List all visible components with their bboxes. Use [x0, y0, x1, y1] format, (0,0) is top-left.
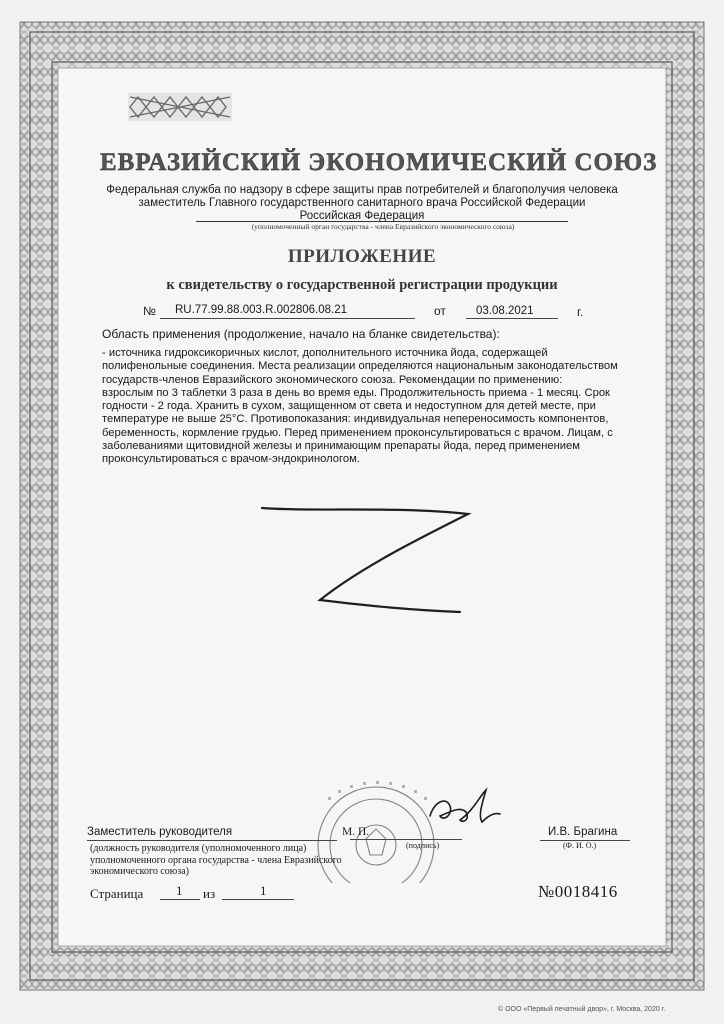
authority-line-2: заместитель Главного государственного санитарного врача Российской Федерации [138, 197, 586, 209]
scope-line: взрослым по 3 таблетки 3 раза в день во время еды. Продолжительность приема - 1 месяц. Срок [102, 386, 610, 399]
number-underline [160, 318, 415, 319]
scope-heading: Область применения (продолжение, начало на бланке свидетельства): [102, 327, 500, 341]
form-serial-number: №0018416 [538, 882, 618, 901]
scope-line: проконсультироваться с врачом-эндокринологом. [102, 453, 360, 466]
page-number: 1 [176, 883, 183, 898]
page-number-underline [160, 899, 200, 900]
registration-number: RU.77.99.88.003.R.002806.08.21 [175, 304, 347, 316]
authority-line-1: Федеральная служба по надзору в сфере защиты прав потребителей и благополучия человека [106, 184, 618, 196]
authority-caption: (уполномоченный орган государства - члена Евразийского экономического союза) [251, 222, 515, 231]
page-total-underline [222, 899, 294, 900]
page-of-label: из [203, 886, 216, 901]
signature-caption: (подпись) [406, 841, 440, 850]
position-caption: (должность руководителя (уполномоченного лица) уполномоченного органа государства - члена Евразийского экономического союза) [90, 843, 342, 877]
scope-line: - источника гидроксикоричных кислот, дополнительного источника йода, содержащей [102, 347, 548, 359]
authority-country: Российская Федерация [299, 210, 425, 222]
number-label: № [143, 304, 156, 318]
scope-line: беременность, кормление грудью. Перед применением проконсультироваться с врачом. Лицам, с [102, 426, 613, 439]
appendix-title: ПРИЛОЖЕНИЕ [287, 246, 437, 267]
z-cancel-mark [250, 488, 490, 628]
scope-line: температуре не выше 25°С. Противопоказания: индивидуальная непереносимость компонентов, [102, 413, 609, 426]
registration-date: 03.08.2021 [476, 305, 534, 317]
seal-place-label: М. П. [342, 826, 370, 838]
year-suffix: г. [577, 305, 584, 319]
fio-caption: (Ф. И. О.) [563, 841, 597, 850]
signatory-name: И.В. Брагина [548, 826, 618, 838]
signature-underline [350, 839, 462, 840]
scope-text [102, 347, 638, 467]
union-name: ЕВРАЗИЙСКИЙ ЭКОНОМИЧЕСКИЙ СОЮЗ [100, 149, 658, 176]
date-from-label: от [434, 304, 446, 318]
position-underline [87, 840, 337, 841]
date-underline [466, 318, 558, 319]
scope-line: государств-членов Евразийского экономического союза. Рекомендации по применению: [102, 373, 563, 386]
appendix-subtitle: к свидетельству о государственной регистрации продукции [166, 277, 558, 293]
page-label: Страница [90, 886, 144, 901]
eaeu-emblem-pattern [128, 93, 232, 121]
scope-line: годности - 2 года. Хранить в сухом, защищенном от света и недоступном для детей месте, при [102, 400, 596, 413]
scope-line: заболеваниями щитовидной железы и принимающим препараты йода, перед применением [102, 440, 580, 453]
handwritten-signature [420, 782, 510, 832]
scope-line: полифенольные соединения. Места реализации определяются национальным законодательством [102, 360, 618, 373]
page-total: 1 [260, 883, 267, 898]
printer-imprint: © ООО «Первый печатный двор», г. Москва, 2020 г. [498, 1006, 666, 1013]
signatory-position: Заместитель руководителя [87, 826, 233, 838]
